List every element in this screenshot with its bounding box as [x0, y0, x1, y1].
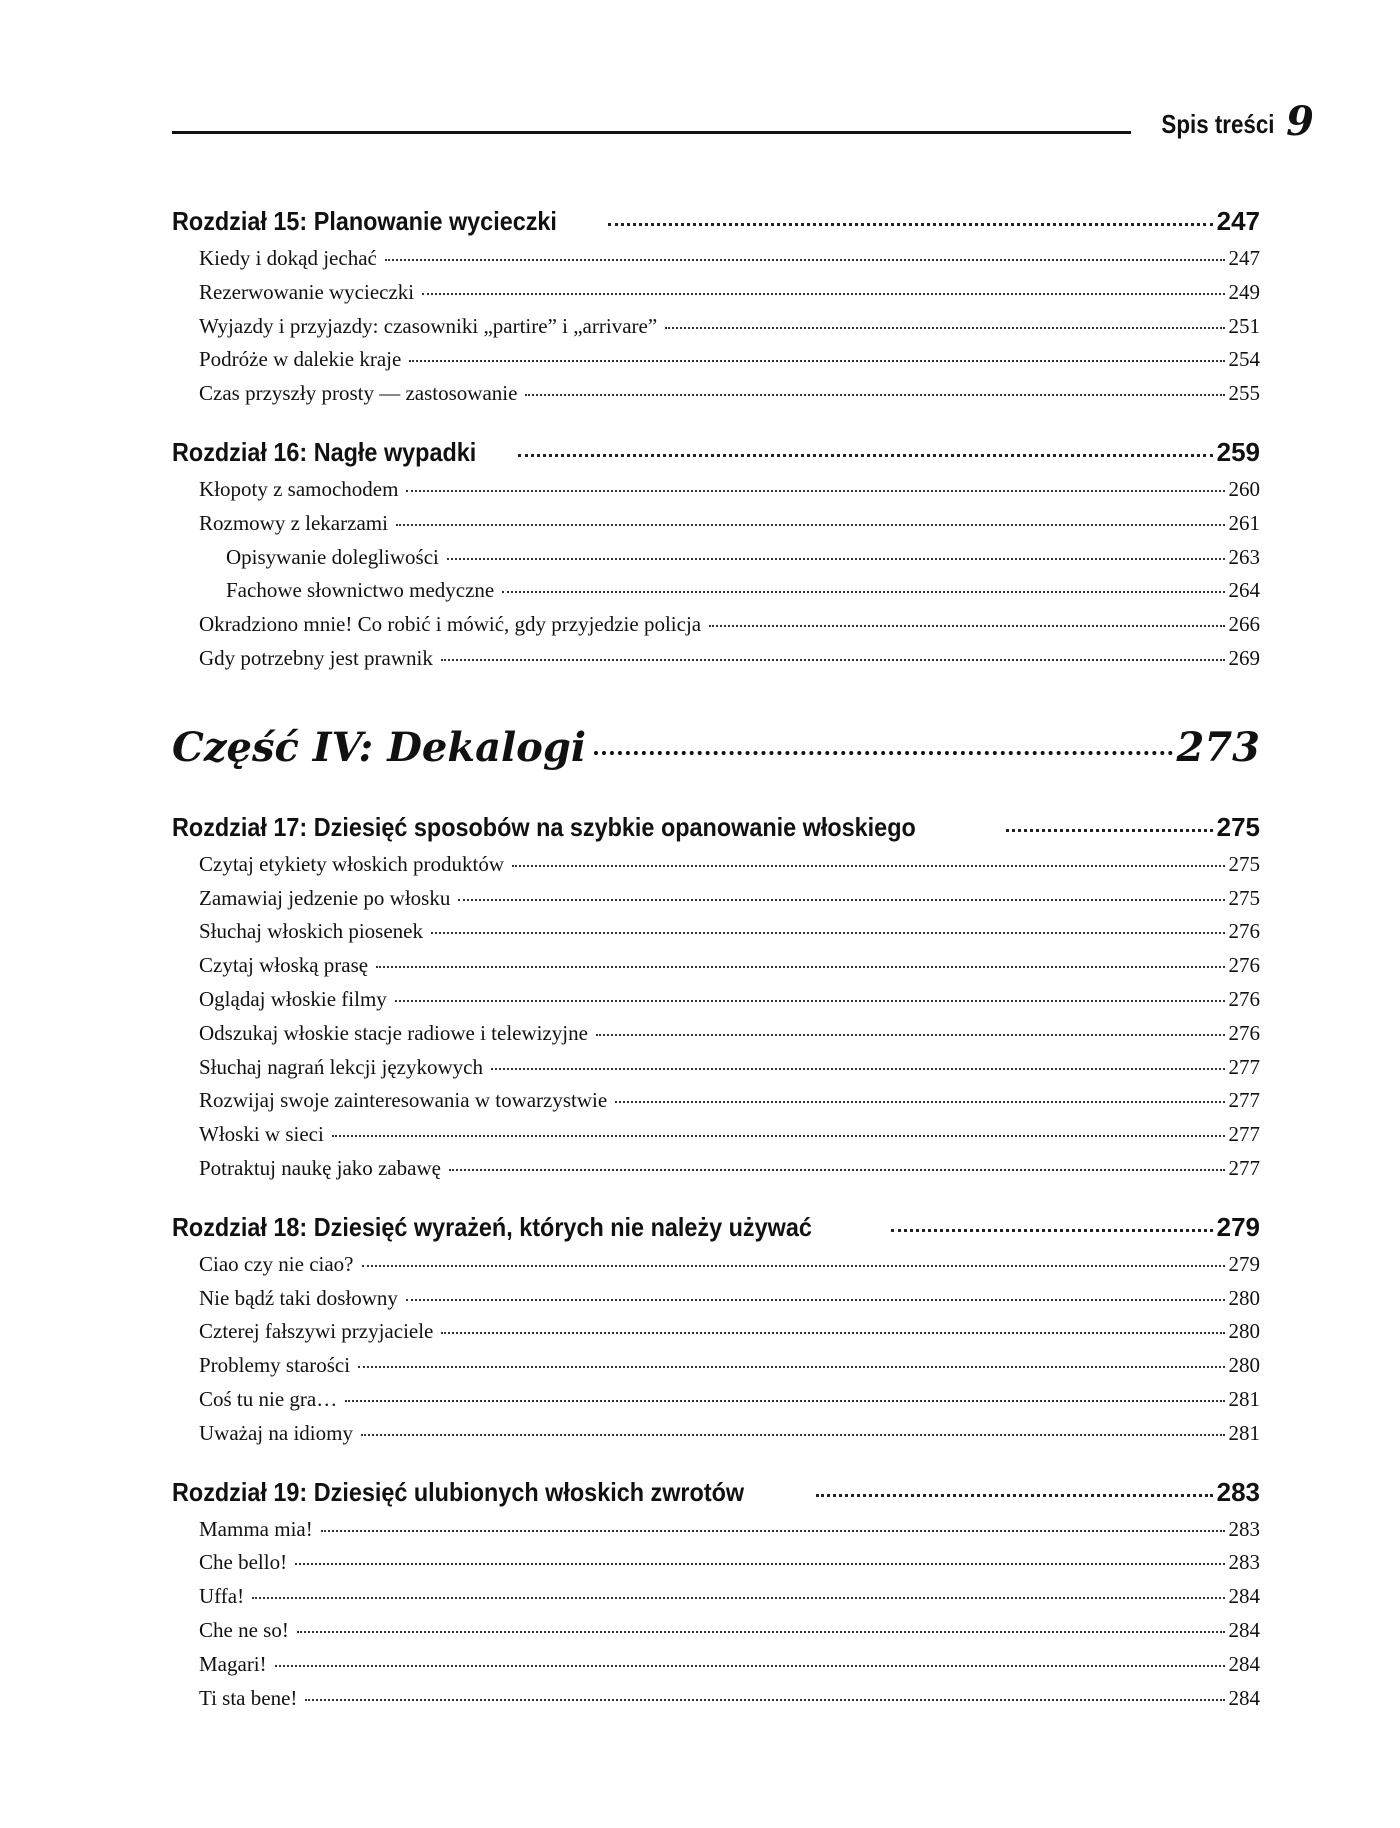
running-header: [172, 96, 1314, 145]
toc-page-number: 254: [1228, 347, 1260, 372]
toc-entry: [172, 1122, 1260, 1156]
dot-leader: [385, 259, 1225, 261]
toc-label: Kłopoty z samochodem: [199, 476, 399, 501]
toc-entry: [172, 1088, 1260, 1122]
toc-page-number: 279: [1228, 1251, 1260, 1276]
dot-leader: [665, 327, 1224, 329]
toc-label: Che ne so!: [199, 1617, 289, 1642]
dot-leader: [502, 591, 1224, 593]
toc-label: Uważaj na idiomy: [199, 1420, 353, 1445]
toc-page-number: 261: [1228, 510, 1260, 535]
dot-leader: [594, 751, 1172, 755]
toc-entry: [172, 1055, 1260, 1089]
toc-entry: [172, 280, 1260, 314]
toc-entry: [172, 987, 1260, 1021]
toc-page-number: 283: [1228, 1550, 1260, 1575]
dot-leader: [358, 1366, 1224, 1368]
dot-leader: [305, 1699, 1224, 1701]
toc-page-number: 283: [1216, 1476, 1260, 1507]
dot-leader: [431, 932, 1225, 934]
toc-entry: [172, 1387, 1260, 1421]
toc-page-number: 280: [1228, 1353, 1260, 1378]
toc-label: Słuchaj nagrań lekcji językowych: [199, 1054, 483, 1079]
toc-label: Rozdział 17: Dziesięć sposobów na szybkie opanowanie włoskiego: [172, 811, 916, 842]
toc-page-number: 249: [1228, 279, 1260, 304]
toc-page-number: 284: [1228, 1617, 1260, 1642]
toc-entry: [172, 1319, 1260, 1353]
toc-entry: [172, 852, 1260, 886]
toc-page-number: 275: [1216, 811, 1260, 842]
toc-label: Okradziono mnie! Co robić i mówić, gdy przyjedzie policja: [199, 612, 702, 637]
toc-label: Rozdział 19: Dziesięć ulubionych włoskich zwrotów: [172, 1476, 745, 1507]
dot-leader: [447, 558, 1225, 560]
toc-label: Część IV: Dekalogi: [172, 723, 587, 771]
toc-page-number: 255: [1228, 381, 1260, 406]
toc-label: Czytaj etykiety włoskich produktów: [199, 851, 505, 876]
toc-entry: [172, 511, 1260, 545]
dot-leader: [441, 659, 1225, 661]
dot-leader: [395, 1000, 1225, 1002]
toc-page-number: 280: [1228, 1319, 1260, 1344]
toc-entry: [172, 314, 1260, 348]
toc-label: Nie bądź taki dosłowny: [199, 1285, 398, 1310]
toc-page-number: 280: [1228, 1285, 1260, 1310]
toc-page-number: 247: [1228, 246, 1260, 270]
toc-label: Ciao czy nie ciao?: [199, 1251, 354, 1276]
toc-page-number: 263: [1228, 544, 1260, 569]
toc-entry: [172, 1353, 1260, 1387]
toc-entry: [172, 612, 1260, 646]
header-page-number: 9: [1286, 98, 1314, 145]
dot-leader: [406, 490, 1224, 492]
toc-page-number: 284: [1228, 1651, 1260, 1676]
toc-label: Rozdział 18: Dziesięć wyrażeń, których nie należy używać: [172, 1211, 812, 1242]
dot-leader: [709, 625, 1224, 627]
toc-entry: [172, 1550, 1260, 1584]
toc-part: [172, 724, 1260, 802]
dot-leader: [275, 1665, 1225, 1667]
toc-page-number: 283: [1228, 1516, 1260, 1541]
toc-entry: [172, 1021, 1260, 1055]
toc-label: Gdy potrzebny jest prawnik: [199, 645, 433, 670]
toc-label: Potraktuj naukę jako zabawę: [199, 1155, 441, 1180]
toc-page-number: 277: [1228, 1088, 1260, 1113]
toc-label: Słuchaj włoskich piosenek: [199, 919, 423, 944]
toc-label: Oglądaj włoskie filmy: [199, 986, 387, 1011]
dot-leader: [518, 454, 1213, 457]
toc-page-number: 275: [1228, 885, 1260, 910]
toc-label: Magari!: [199, 1651, 267, 1676]
toc-page-number: 277: [1228, 1122, 1260, 1147]
toc-label: Mamma mia!: [199, 1516, 313, 1541]
dot-leader: [396, 524, 1225, 526]
toc-entry: [172, 381, 1260, 415]
toc-label: Czytaj włoską prasę: [199, 953, 369, 978]
dot-leader: [608, 223, 1213, 226]
toc-page-number: 273: [1176, 723, 1260, 771]
dot-leader: [332, 1135, 1225, 1137]
dot-leader: [596, 1034, 1225, 1036]
dot-leader: [525, 394, 1224, 396]
toc-entry: [172, 1252, 1260, 1286]
toc-entry: [172, 886, 1260, 920]
dot-leader: [512, 865, 1224, 867]
toc-label: Wyjazdy i przyjazdy: czasowniki „partire” i „arrivare”: [199, 313, 658, 338]
toc-page-number: 260: [1228, 476, 1260, 501]
dot-leader: [252, 1597, 1224, 1599]
toc-chapter: [172, 206, 1260, 246]
toc-chapter: [172, 1477, 1260, 1517]
dot-leader: [458, 899, 1224, 901]
toc-entry: [172, 578, 1260, 612]
toc-entry: [172, 1618, 1260, 1652]
toc-entry: [172, 1517, 1260, 1551]
toc-page-number: 276: [1228, 1020, 1260, 1045]
toc-entry: [172, 1686, 1260, 1720]
toc-page-number: 284: [1228, 1584, 1260, 1609]
toc-page-number: 266: [1228, 612, 1260, 637]
dot-leader: [361, 1434, 1225, 1436]
dot-leader: [816, 1494, 1213, 1497]
dot-leader: [376, 966, 1224, 968]
toc-page-number: 281: [1228, 1386, 1260, 1411]
dot-leader: [345, 1400, 1224, 1402]
toc-label: Rezerwowanie wycieczki: [199, 279, 415, 304]
toc-entry: [172, 919, 1260, 953]
toc-entry: [172, 1286, 1260, 1320]
toc-page-number: 279: [1216, 1211, 1260, 1242]
toc-chapter: [172, 437, 1260, 477]
toc-label: Czas przyszły prosty — zastosowanie: [199, 381, 518, 406]
header-title: Spis treści: [1161, 109, 1275, 139]
toc-page-number: 264: [1228, 578, 1260, 603]
toc-page-number: 251: [1228, 313, 1260, 338]
dot-leader: [441, 1332, 1224, 1334]
dot-leader: [449, 1169, 1225, 1171]
toc-chapter: [172, 812, 1260, 852]
toc-chapter: [172, 1212, 1260, 1252]
toc-page-number: 284: [1228, 1685, 1260, 1710]
toc-entry: [172, 953, 1260, 987]
dot-leader: [297, 1631, 1225, 1633]
toc-page-number: 276: [1228, 953, 1260, 978]
dot-leader: [362, 1265, 1225, 1267]
toc-page-number: 269: [1228, 645, 1260, 670]
toc-label: Rozdział 16: Nagłe wypadki: [172, 436, 477, 467]
toc-label: Che bello!: [199, 1550, 288, 1575]
toc-label: Uffa!: [199, 1584, 245, 1609]
header-rule: [172, 131, 1131, 134]
toc-label: Czterej fałszywi przyjaciele: [199, 1319, 434, 1344]
toc-label: Opisywanie dolegliwości: [226, 544, 439, 569]
toc-page-number: 276: [1228, 986, 1260, 1011]
toc-entry: [172, 246, 1260, 280]
toc-page-number: 277: [1228, 1054, 1260, 1079]
toc-entry: [172, 477, 1260, 511]
toc-page-number: 281: [1228, 1420, 1260, 1445]
toc-label: Podróże w dalekie kraje: [199, 347, 402, 372]
dot-leader: [409, 360, 1224, 362]
toc-label: Kiedy i dokąd jechać: [199, 246, 377, 270]
toc-entry: [172, 545, 1260, 579]
toc-page-number: 259: [1216, 436, 1260, 467]
toc-entry: [172, 1652, 1260, 1686]
toc-label: Odszukaj włoskie stacje radiowe i telewizyjne: [199, 1020, 588, 1045]
toc-label: Zamawiaj jedzenie po włosku: [199, 885, 451, 910]
toc-entry: [172, 1421, 1260, 1455]
dot-leader: [321, 1530, 1225, 1532]
toc-page-number: 277: [1228, 1155, 1260, 1180]
toc-entry: [172, 646, 1260, 680]
toc-entry: [172, 347, 1260, 381]
dot-leader: [422, 293, 1224, 295]
toc-label: Coś tu nie gra…: [199, 1386, 338, 1411]
dot-leader: [491, 1068, 1225, 1070]
table-of-contents: [172, 196, 1260, 1719]
toc-label: Rozmowy z lekarzami: [199, 510, 388, 535]
toc-page-number: 275: [1228, 851, 1260, 876]
dot-leader: [615, 1101, 1224, 1103]
dot-leader: [406, 1299, 1225, 1301]
dot-leader: [891, 1229, 1213, 1232]
toc-page-number: 276: [1228, 919, 1260, 944]
toc-label: Problemy starości: [199, 1353, 351, 1378]
toc-label: Rozdział 15: Planowanie wycieczki: [172, 206, 557, 236]
dot-leader: [295, 1563, 1224, 1565]
toc-page-number: 247: [1216, 206, 1260, 236]
toc-label: Rozwijaj swoje zainteresowania w towarzystwie: [199, 1088, 608, 1113]
toc-label: Fachowe słownictwo medyczne: [226, 578, 495, 603]
toc-label: Ti sta bene!: [199, 1685, 298, 1710]
toc-entry: [172, 1584, 1260, 1618]
toc-entry: [172, 1156, 1260, 1190]
dot-leader: [1006, 829, 1212, 832]
toc-label: Włoski w sieci: [199, 1122, 324, 1147]
